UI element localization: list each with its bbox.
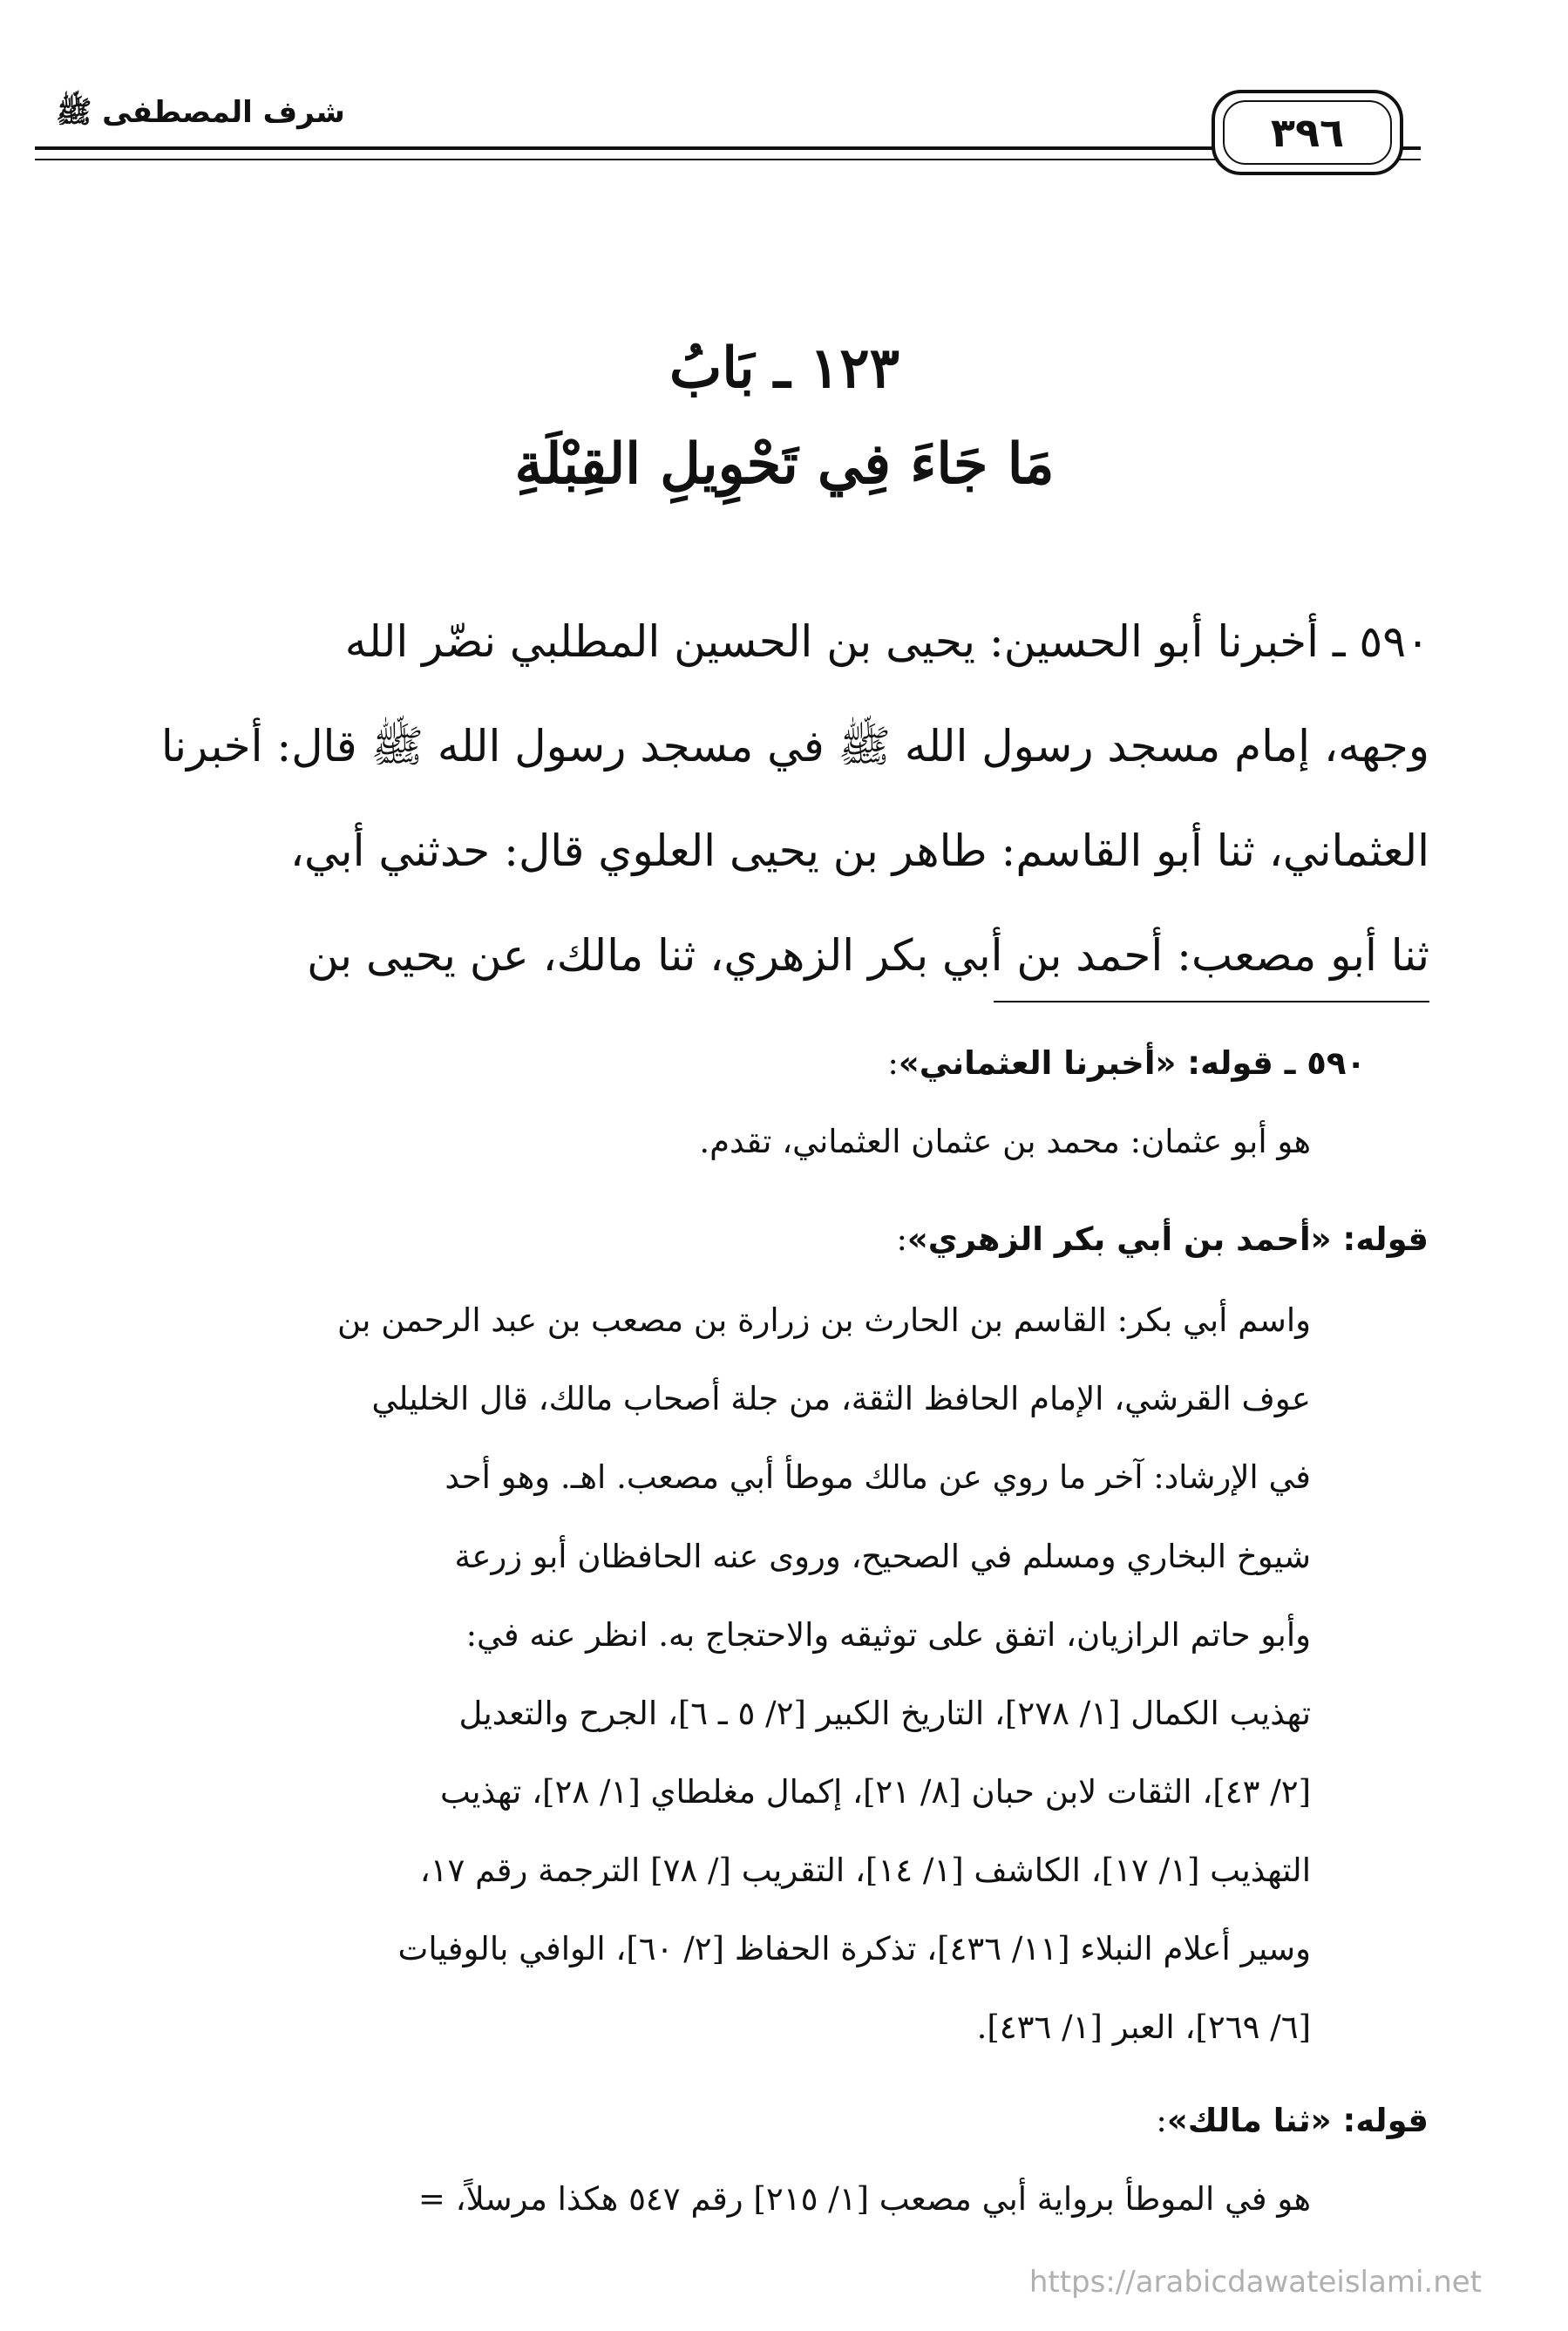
running-header-title: شرف المصطفى ﷺ [56, 95, 345, 130]
footnote-heading [1156, 2077, 1429, 2164]
footnote-heading-colon: : [1156, 2102, 1167, 2139]
footnote-line: وأبو حاتم الرازيان، اتفق على توثيقه والاحتجاج به. انظر عنه في: [465, 1616, 1311, 1654]
main-text-line: ثنا أبو مصعب: أحمد بن أبي بكر الزهري، ثنا مالك، عن يحيى بن [307, 930, 1429, 981]
footnote-separator [994, 1001, 1429, 1002]
footnote-heading-colon: : [896, 1220, 907, 1258]
main-text [78, 589, 1429, 1008]
footnote-line: التهذيب [١/ ١٧]، الكاشف [١/ ١٤]، التقريب [/ ٧٨] الترجمة رقم ١٧، [419, 1852, 1311, 1889]
footnote-line: عوف القرشي، الإمام الحافظ الثقة، من جلة أصحاب مالك، قال الخليلي [371, 1380, 1311, 1417]
footnote-heading-text: قوله: «أحمد بن أبي بكر الزهري» [906, 1220, 1429, 1258]
chapter-number: ١٢٣ ـ بَابُ [669, 336, 899, 401]
footnote-line: هو أبو عثمان: محمد بن عثمان العثماني، تقدم. [699, 1123, 1311, 1160]
footnote-heading-text: ٥٩٠ ـ قوله: «أخبرنا العثماني» [898, 1044, 1366, 1082]
main-text-line: وجهه، إمام مسجد رسول الله ﷺ في مسجد رسول الله ﷺ قال: أخبرنا [160, 721, 1429, 771]
page-number: ٣٩٦ [1223, 100, 1392, 165]
footnote-line: واسم أبي بكر: القاسم بن الحارث بن زرارة بن مصعب بن عبد الرحمن بن [336, 1301, 1311, 1339]
header-rule-thin [35, 159, 1421, 160]
footnote-line: تهذيب الكمال [١/ ٢٧٨]، التاريخ الكبير [٢/ ٥ ـ ٦]، الجرح والتعديل [458, 1695, 1311, 1732]
footnote-line: هو في الموطأ برواية أبي مصعب [١/ ٢١٥] رقم ٥٤٧ هكذا مرسلاً، = [417, 2180, 1311, 2218]
footnote-heading-text: قوله: «ثنا مالك» [1166, 2102, 1429, 2139]
main-text-line: ٥٩٠ ـ أخبرنا أبو الحسين: يحيى بن الحسين المطلبي نضّر الله [344, 616, 1429, 667]
footnote-heading [887, 1020, 1366, 1107]
footnote-heading-colon: : [887, 1044, 899, 1082]
chapter-title: مَا جَاءَ فِي تَحْوِيلِ القِبْلَةِ [514, 432, 1055, 497]
footnote-line: شيوخ البخاري ومسلم في الصحيح، وروى عنه الحافظان أبو زرعة [454, 1538, 1311, 1575]
main-text-line: العثماني، ثنا أبو القاسم: طاهر بن يحيى العلوي قال: حدثني أبي، [289, 826, 1429, 876]
footnote-line: في الإرشاد: آخر ما روي عن مالك موطأ أبي مصعب. اهـ. وهو أحد [445, 1458, 1311, 1496]
watermark-url: https://arabicdawateislami.net [1028, 2265, 1482, 2300]
footnote-line: [٢/ ٤٣]، الثقات لابن حبان [٨/ ٢١]، إكمال مغلطاي [١/ ٢٨]، تهذيب [439, 1773, 1311, 1811]
footnote-line: وسير أعلام النبلاء [١١/ ٤٣٦]، تذكرة الحفاظ [٢/ ٦٠]، الوافي بالوفيات [397, 1930, 1311, 1967]
footnote-line: [٦/ ٢٦٩]، العبر [١/ ٤٣٦]. [976, 2008, 1311, 2046]
footnote-heading [896, 1196, 1429, 1283]
